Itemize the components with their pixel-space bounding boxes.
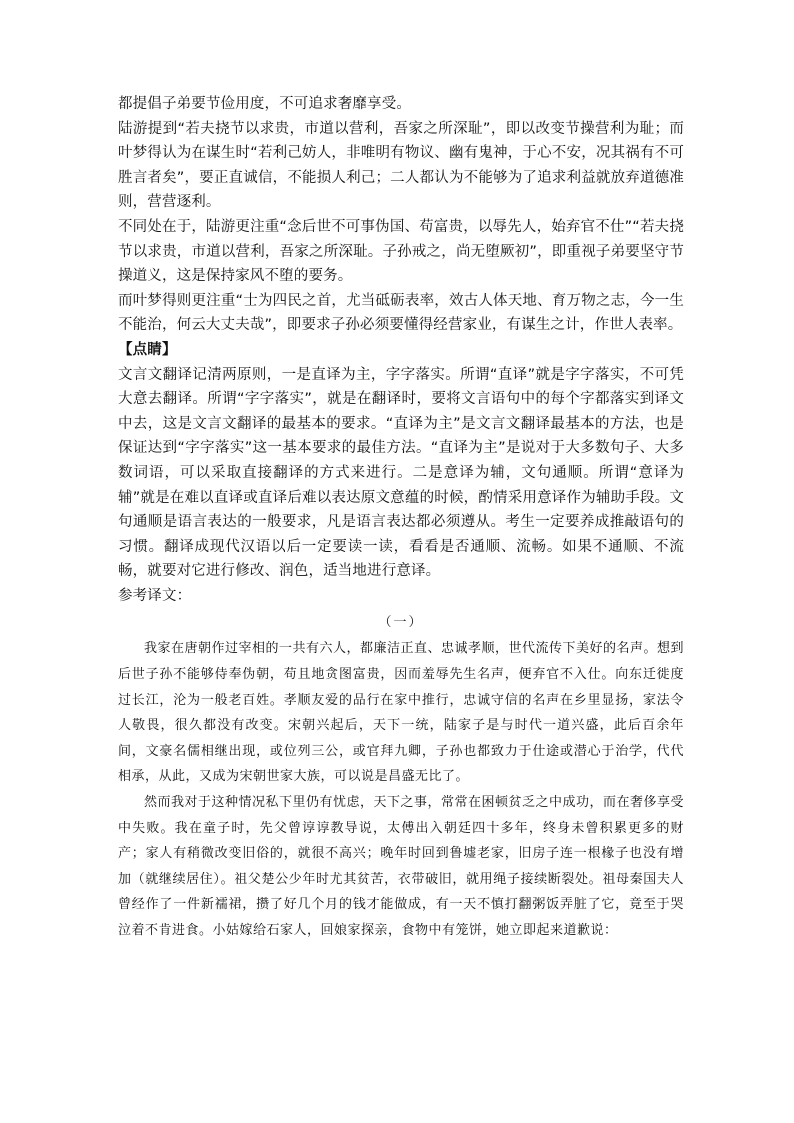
document-page (118, 92, 684, 944)
dianjing-paragraph: 文言文翻译记清两原则，一是直译为主，字字落实。所谓“直译”就是字字落实，不可凭大意去翻译。所谓“字字落实”，就是在翻译时，要将文言语句中的每个字都落实到译文中去，这是文言文翻译的最基本的要求。“直译为主”是文言文翻译最基本的方法，也是保证达到“字字落实”这一基本要求的最佳方法。“直译为主”是说对于大多数句子、大多数词语，可以采取直接翻译的方式来进行。二是意译为辅，文句通顺。所谓“意译为辅”就是在难以直译或直译后难以表达原文意蕴的时候，酌情采用意译作为辅助手段。文句通顺是语言表达的一般要求，凡是语言表达都必须遵从。考生一定要养成推敲语句的习惯。翻译成现代汉语以后一定要读一读，看看是否通顺、流畅。如果不通顺、不流畅，就要对它进行修改、润色，适当地进行意译。 (118, 366, 684, 580)
analysis-paragraph-3: 不同处在于，陆游更注重“念后世不可事伪国、苟富贵，以辱先人，始弃官不仕”“若夫挠节以求贵，市道以营利，吾家之所深耻。子孙戒之，尚无堕厥初”，即重视子弟要坚守节操道义，这是保持家风不堕的要务。 (118, 218, 684, 285)
dianjing-heading: 【点睛】 (118, 341, 177, 358)
translation-section-title: （一） (378, 615, 424, 631)
translation-label: 参考译文： (118, 587, 192, 604)
translation-paragraph-2: 然而我对于这种情况私下里仍有忧虑，天下之事，常常在困顿贫乏之中成功，而在奢侈享受中失败。我在童子时，先父曾谆谆教导说，太傅出入朝廷四十多年，终身未曾积累更多的财产；家人有稍微改变旧俗的，就很不高兴；晚年时回到鲁墟老家，旧房子连一根椽子也没有增加（就继续居住）。祖父楚公少年时尤其贫苦，衣带破旧，就用绳子接续断裂处。祖母秦国夫人曾经作了一件新襦裙，攒了好几个月的钱才能做成，有一天不慎打翻粥饭弄脏了它，竟至于哭泣着不肯进食。小姑嫁给石家人，回娘家探亲，食物中有笼饼，她立即起来道歉说： (118, 795, 685, 938)
analysis-paragraph-2: 陆游提到“若夫挠节以求贵，市道以营利，吾家之所深耻”，即以改变节操营利为耻；而叶梦得认为在谋生时“若利己妨人，非唯明有物议、幽有鬼神，于心不安，况其祸有不可胜言者矣”，要正直诚信，不能损人利己；二人都认为不能够为了追求利益就放弃道德准则，营营逐利。 (118, 120, 684, 211)
analysis-paragraph-1: 都提倡子弟要节俭用度，不可追求奢靡享受。 (118, 96, 411, 112)
analysis-paragraph-4: 而叶梦得则更注重“士为四民之首，尤当砥砺表率，效古人体天地、育万物之志，今一生不能治，何云大丈夫哉”，即要求子孙必须要懂得经营家业，有谋生之计，作世人表率。 (118, 292, 684, 334)
translation-paragraph-1: 我家在唐朝作过宰相的一共有六人，都廉洁正直、忠诚孝顺，世代流传下美好的名声。想到后世子孙不能够侍奉伪朝，苟且地贪图富贵，因而羞辱先生名声，便弃官不入仕。向东迁徙度过长江，沦为一般老百姓。孝顺友爱的品行在家中推行，忠诚守信的名声在乡里显扬，家法令人敬畏，很久都没有改变。宋朝兴起后，天下一统，陆家子是与时代一道兴盛，此后百余年间，文豪名儒相继出现，或位列三公，或官拜九卿，子孙也都致力于仕途或潜心于治学，代代相承，从此，又成为宋朝世家大族，可以说是昌盛无比了。 (118, 641, 685, 785)
